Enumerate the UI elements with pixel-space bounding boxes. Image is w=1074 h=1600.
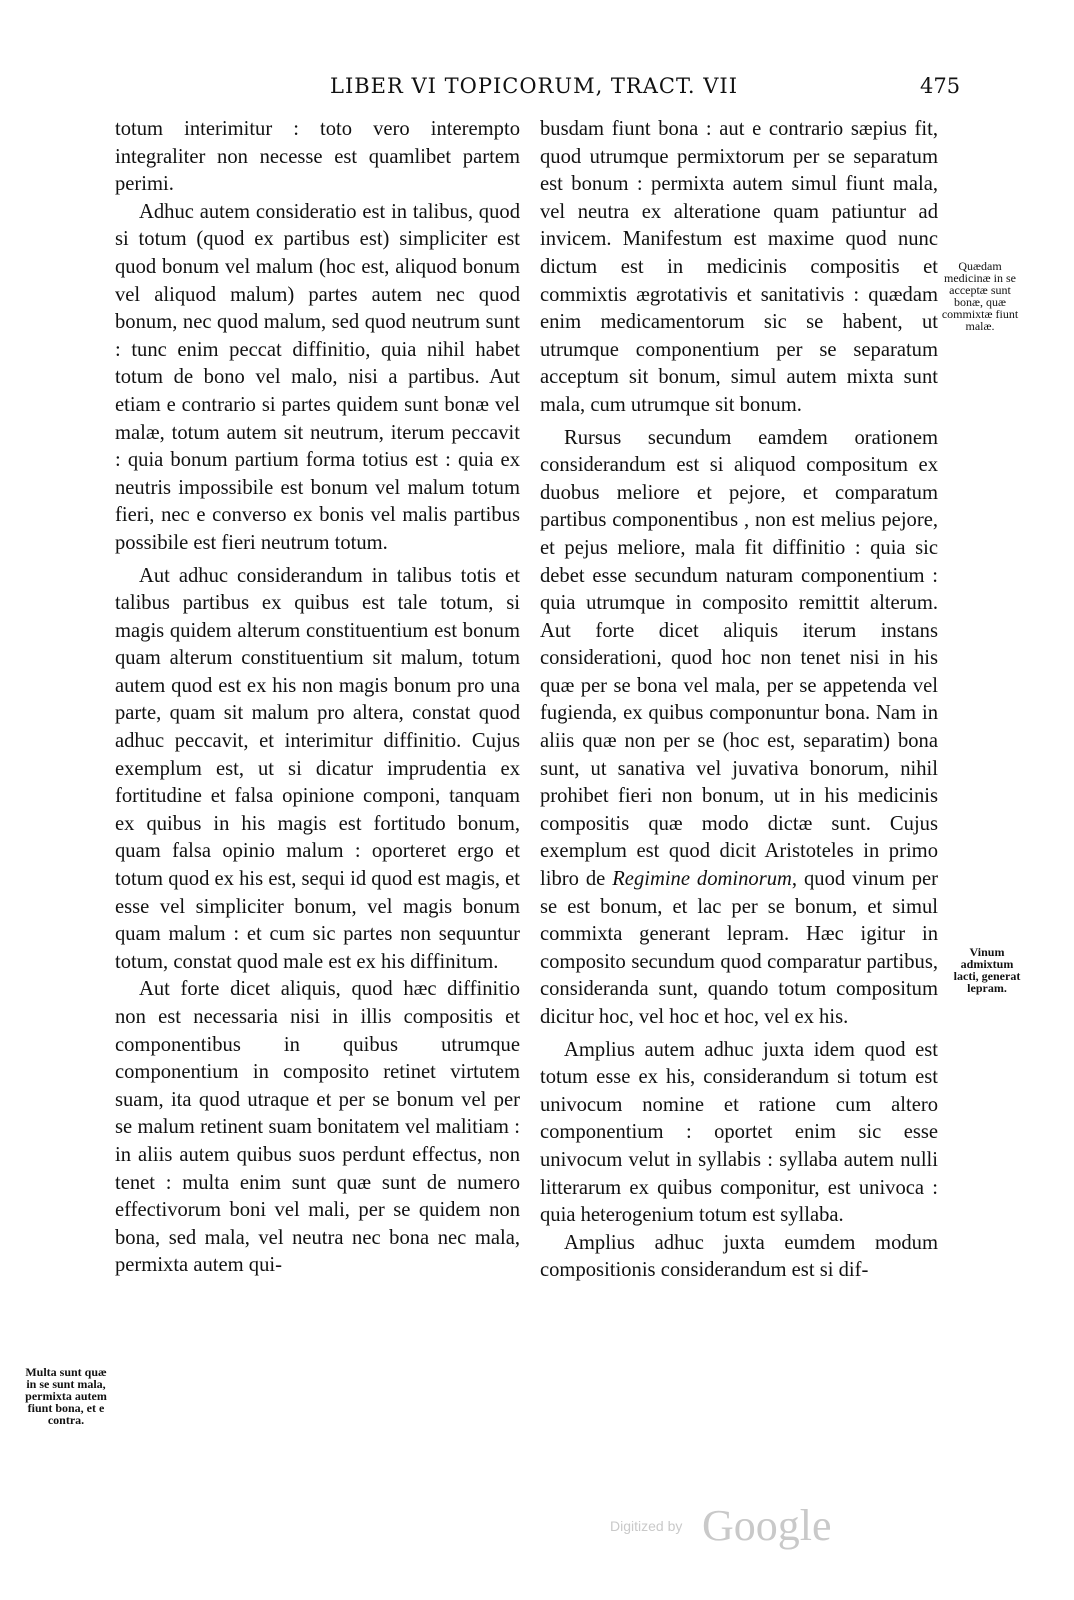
google-logo: Google — [702, 1501, 832, 1550]
paragraph: Amplius autem adhuc juxta idem quod est totum esse ex his, considerandum si totum est univocum nomine et ratione cum altero componentium : oportet enim sic esse univocum velut in syllabis : syllaba autem nulli litterarum ex quibus componitur, est univoca : quia heterogenium totum est syllaba. — [540, 1038, 938, 1227]
margin-note: Quædam medicinæ in se acceptæ sunt bonæ, quæ commixtæ fiunt malæ. — [941, 259, 1019, 333]
paragraph: Aut forte dicet aliquis, quod hæc diffinitio non est necessaria nisi in illis compositis et componentibus in quibus utrumque componentium in composito retinet virtutem suam, ita quod utraque et per se bonum vel per se malum retinent suam bonitatem vel malitiam : in aliis autem quibus suos perdunt effectus, non tenet : multa enim sunt quæ sunt de numero effectivorum boni vel mali, per se quidem non bona, sed mala, vel neutra nec bona nec mala, permixta autem qui- — [115, 978, 520, 1277]
paragraph: totum interimitur : toto vero interempto integraliter non necesse est quamlibet partem perimi. — [115, 118, 520, 196]
right-column — [540, 116, 938, 1285]
watermark-text: Digitized by — [610, 1518, 683, 1534]
left-column — [115, 116, 520, 1280]
paragraph: Amplius adhuc juxta eumdem modum compositionis considerandum est si dif- — [540, 1231, 938, 1282]
paragraph — [540, 425, 938, 1032]
margin-note: Vinum admixtum lacti, generat lepram. — [953, 945, 1021, 995]
book-title: Regimine dominorum — [612, 868, 792, 891]
paragraph: Aut adhuc considerandum in talibus totis et talibus partibus ex quibus est tale totum, si magis quidem alterum constituentium est bonum quam alterum constituentium sit malum, totum autem quod est ex his non magis bonum pro una parte, quam sit malum pro altera, constat quod adhuc peccavit, et interimitur diffinitio. Cujus exemplum est, ut si dicatur imprudentia ex fortitudine et falsa opinione componi, tanquam ex quibus in his magis est fortitudo bonum, quam falsa opinio malum : oporteret ergo et totum quod ex his est, sequi id quod est magis, et esse vel simpliciter bonum, vel magis bonum quam malum : et cum sic partes non sequuntur totum, constat quod male est ex his diffinitum. — [115, 564, 520, 973]
page-header — [0, 74, 1074, 104]
paragraph: Adhuc autem consideratio est in talibus, quod si totum (quod ex partibus est) simpliciter est quod bonum vel malum (hoc est, aliquod bonum vel aliquod malum) partes autem nec quod bonum, nec quod malum, sed quod neutrum sunt : tunc enim peccat diffinitio, quia nihil habet totum de bono vel malo, nisi a partibus. Aut etiam e contrario si partes quidem sunt bonæ vel malæ, totum autem sit neutrum, iterum peccavit : quia bonum partium forma totius est : quia ex neutris impossibile est bonum vel malum totum fieri, nec e converso ex bonis vel malis partibus possibile est fieri neutrum totum. — [115, 200, 520, 554]
paragraph: busdam fiunt bona : aut e contrario sæpius fit, quod utrumque permixtorum per se separatum est bonum : permixta autem simul fiunt mala, vel neutra ex alteratione quam patiuntur ad invicem. Manifestum est maxime quod nunc dictum est in medicinis compositis et commixtis ægrotativis et sanitativis : quædam enim medicamentorum sic se habent, ut utrumque componentium per se separatum acceptum sit bonum, simul autem mixta sunt mala, cum utrumque sit bonum. — [540, 118, 938, 416]
digitized-watermark — [610, 1500, 830, 1560]
page-number: 475 — [920, 74, 961, 98]
paragraph-text: Rursus secundum eamdem orationem considerandum est si aliquod compositum ex duobus meliore et pejore, et comparatum partibus componentibus , non est melius pejore, et pejus meliore, mala fit diffinitio : quia sic debet esse secundum naturam componentium : quia utrumque in composito remittit alterum. Aut forte dicet aliquis iterum instans considerationi, quod hoc non tenet nisi in his quæ per se bona vel mala, per se appetenda vel fugienda, ex quibus componuntur bona. Nam in aliis quæ non per se (hoc est, separatim) bona sunt, ut sanativa vel juvativa bonorum, nihil prohibet fieri non bonum, ut in his medicinis compositis quæ modo dictæ sunt. Cujus exemplum est quod dicit Aristoteles in primo libro de — [540, 426, 938, 891]
margin-note: Multa sunt quæ in se sunt mala, permixta autem fiunt bona, et e contra. — [25, 1365, 107, 1427]
running-head: LIBER VI TOPICORUM, TRACT. VII — [330, 74, 738, 98]
paragraph-text: , quod vinum per se est bonum, et lac per se bonum, et simul commixta generant lepram. Hæc igitur in composito secundum quod comparatur partibus, consideranda sunt, quando totum compositum dicitur hoc, vel hoc et hoc, vel ex his. — [540, 868, 938, 1028]
